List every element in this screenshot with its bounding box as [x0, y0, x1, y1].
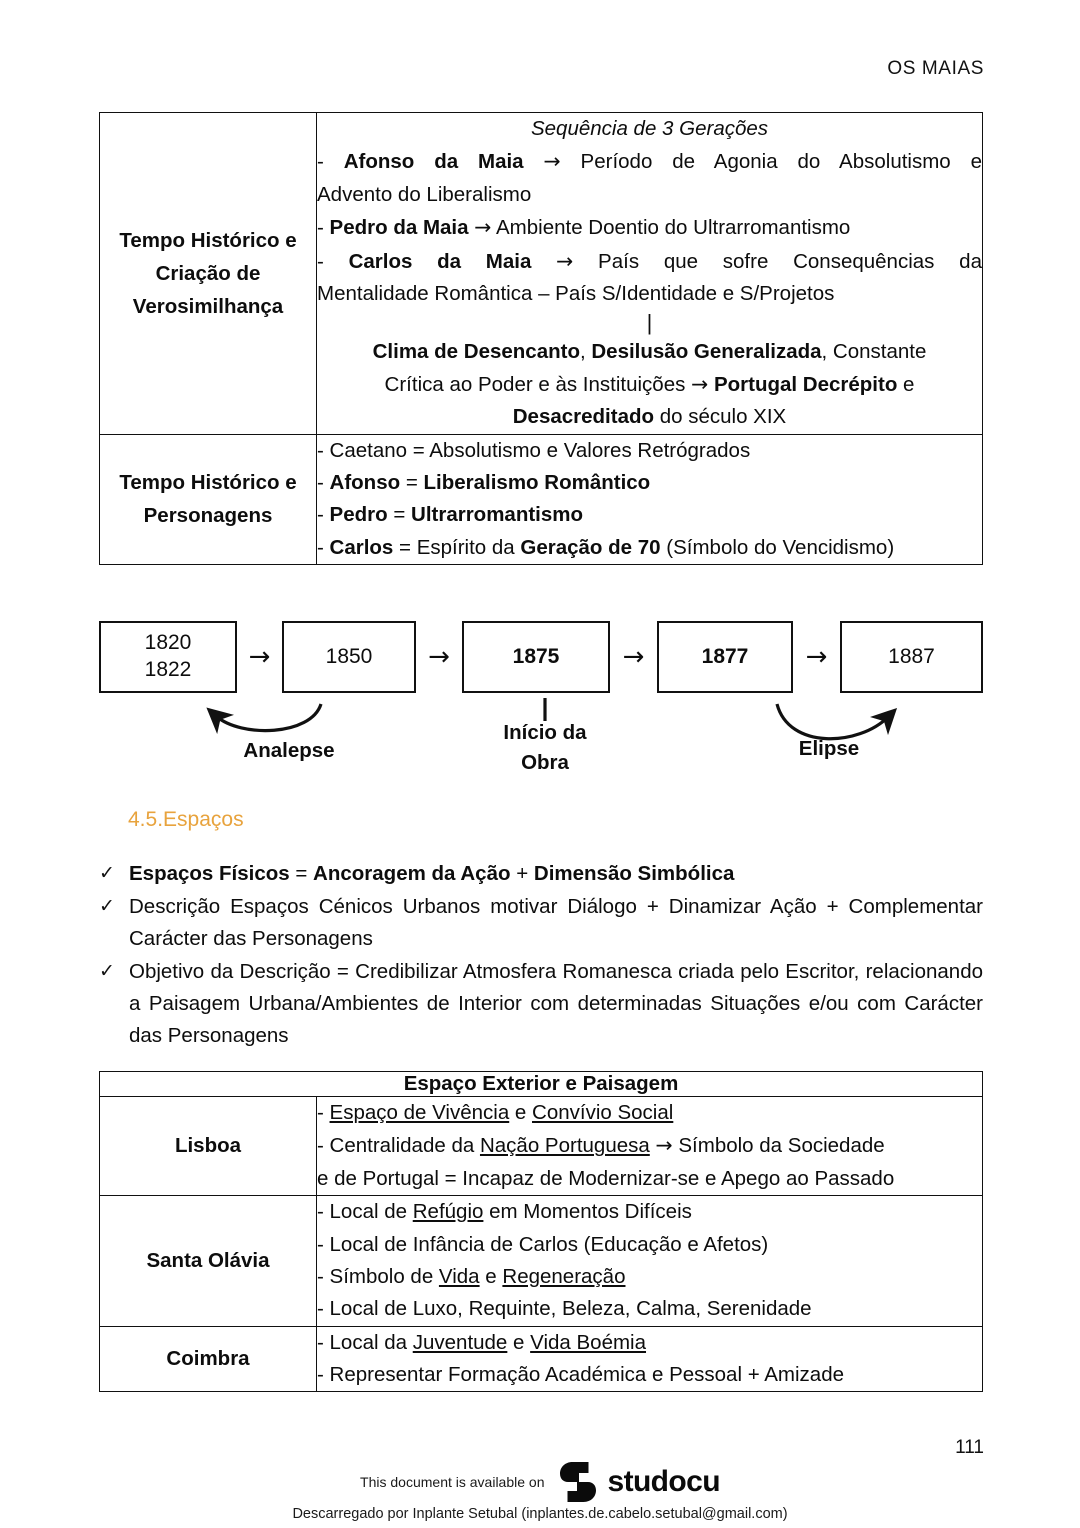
timeline-arrow-3: → — [622, 642, 645, 672]
timeline-caption-analepse: Analepse — [243, 739, 335, 762]
row-label-lisboa: Lisboa — [100, 1097, 317, 1196]
table-espaco-exterior — [99, 1071, 983, 1392]
bullet-text-2: Descrição Espaços Cénicos Urbanos motivar Diálogo + Dinamizar Ação + Complementar Carácter das Personagens — [129, 894, 983, 950]
studocu-banner — [0, 1460, 1080, 1504]
timeline-caption-inicio-da-obra — [455, 718, 635, 777]
line-carlos: - Carlos da Maia → País que sofre Consequências da — [317, 248, 982, 273]
row-body-tempo-personagens — [317, 434, 983, 565]
lisboa-line-1: - Espaço de Vivência e Convívio Social — [317, 1101, 674, 1124]
bullet-text-1: Espaços Físicos = Ancoragem da Ação + Dimensão Simbólica — [129, 862, 735, 885]
lisboa-line-2: - Centralidade da Nação Portuguesa → Símbolo da Sociedade — [317, 1133, 885, 1158]
list-item — [99, 858, 983, 890]
lisboa-line-2-cont: e de Portugal = Incapaz de Modernizar-se e Apego ao Passado — [317, 1166, 895, 1190]
timeline-box-1850: 1850 — [282, 621, 416, 693]
studocu-wordmark: studocu — [607, 1465, 720, 1498]
conclusion-line-1: Clima de Desencanto, Desilusão Generalizada, Constante — [372, 339, 927, 363]
row-label-tempo-personagens: Tempo Histórico e Personagens — [100, 434, 317, 565]
row-label-coimbra: Coimbra — [100, 1326, 317, 1392]
table-row — [100, 113, 983, 435]
inicio-line-1: Início da — [503, 721, 587, 744]
row-body-coimbra — [317, 1326, 983, 1392]
line-afonso: - Afonso da Maia → Período de Agonia do Absolutismo e — [317, 149, 982, 174]
sequencia-title: Sequência de 3 Gerações — [530, 117, 769, 140]
line-pedro-pers: - Pedro = Ultrarromantismo — [317, 503, 584, 527]
timeline-arrow-1: → — [248, 642, 271, 672]
timeline-diagram — [99, 618, 983, 793]
list-item — [99, 891, 983, 955]
timeline-box-1877: 1877 — [657, 621, 793, 693]
studocu-logo — [558, 1460, 719, 1504]
section-heading-espacos: 4.5.Espaços — [128, 808, 244, 831]
timeline-box-1887: 1887 — [840, 621, 983, 693]
check-icon: ✓ — [99, 862, 115, 884]
table-row — [100, 1097, 983, 1196]
line-pedro: - Pedro da Maia → Ambiente Doentio do Ultrarromantismo — [317, 215, 851, 240]
santaolavia-line-4: - Local de Luxo, Requinte, Beleza, Calma, Serenidade — [317, 1297, 812, 1321]
line-caetano: - Caetano = Absolutismo e Valores Retrógrados — [317, 438, 751, 462]
coimbra-line-2: - Representar Formação Académica e Pessoal + Amizade — [317, 1363, 844, 1386]
bullet-text-3: Objetivo da Descrição = Credibilizar Atmosfera Romanesca criada pelo Escritor, relacionando a Paisagem Urbana/Ambientes de Interior com determinadas Situações e/ou com Carácter das Personagens — [129, 959, 983, 1047]
conclusion-line-2: Crítica ao Poder e às Instituições → Portugal Decrépito e — [384, 371, 915, 396]
santaolavia-line-2: - Local de Infância de Carlos (Educação e Afetos) — [317, 1232, 769, 1256]
table-header-row — [100, 1072, 983, 1097]
coimbra-line-1: - Local da Juventude e Vida Boémia — [317, 1330, 647, 1354]
check-icon: ✓ — [99, 894, 115, 917]
timeline-boxes-row — [99, 618, 983, 696]
table-row — [100, 1326, 983, 1392]
check-icon: ✓ — [99, 959, 115, 982]
table-tempo-historico — [99, 112, 983, 565]
timeline-caption-elipse: Elipse — [798, 737, 860, 760]
list-item — [99, 956, 983, 1052]
santaolavia-line-1: - Local de Refúgio em Momentos Difíceis — [317, 1200, 692, 1224]
studocu-mark-icon — [558, 1460, 598, 1504]
row-body-tempo-verosimilhanca — [317, 113, 983, 435]
line-carlos-cont: Mentalidade Romântica – País S/Identidade e S/Projetos — [317, 281, 835, 305]
table-espaco-title: Espaço Exterior e Paisagem — [100, 1072, 983, 1097]
line-afonso-cont: Advento do Liberalismo — [317, 182, 532, 206]
page-header-title: OS MAIAS — [887, 58, 984, 79]
table-row — [100, 1196, 983, 1327]
line-afonso-pers: - Afonso = Liberalismo Romântico — [317, 471, 651, 495]
row-label-tempo-verosimilhanca: Tempo Histórico e Criação de Verosimilhança — [100, 113, 317, 435]
timeline-arrow-2: → — [428, 642, 450, 672]
line-carlos-pers: - Carlos = Espírito da Geração de 70 (Símbolo do Vencidismo) — [317, 535, 895, 559]
table-row — [100, 434, 983, 565]
timeline-box-1875: 1875 — [462, 621, 610, 693]
santaolavia-line-3: - Símbolo de Vida e Regeneração — [317, 1264, 626, 1288]
bullet-list-espacos — [99, 858, 983, 1053]
available-on-text: This document is available on — [360, 1474, 545, 1490]
connector-bar: | — [646, 310, 653, 336]
page-footer — [0, 1438, 1080, 1528]
conclusion-line-3: Desacreditado do século XIX — [512, 405, 787, 429]
row-body-lisboa — [317, 1097, 983, 1196]
row-body-santa-olavia — [317, 1196, 983, 1327]
downloaded-by-text: Descarregado por Inplante Setubal (inplantes.de.cabelo.setubal@gmail.com) — [292, 1506, 788, 1522]
timeline-arrow-4: → — [805, 642, 828, 672]
page-number: 111 — [955, 1437, 984, 1458]
inicio-line-2: Obra — [521, 750, 569, 774]
timeline-box-1820-1822: 1820 1822 — [99, 621, 237, 693]
row-label-santa-olavia: Santa Olávia — [100, 1196, 317, 1327]
